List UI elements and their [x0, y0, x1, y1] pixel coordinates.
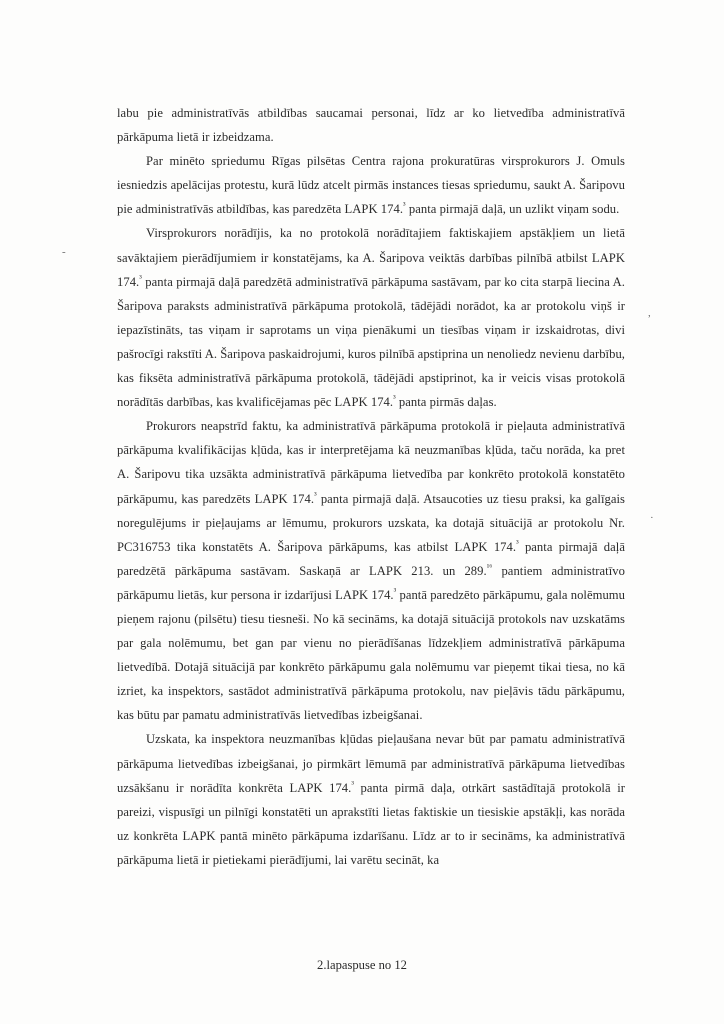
paragraph: Uzskata, ka inspektora neuzmanības kļūdas pieļaušana nevar būt par pamatu administratīvā pārkāpuma lietvedības izbeigšanai, jo pirmkārt lēmumā par administratīvā pārkāpuma lietvedības uzsākšanu ir norādīta konkrēta LAPK 174.$^{^3}$ panta pirmā daļa, otrkārt sastādītajā protokolā ir pareizi, vispusīgi un pilnīgi konstatēti un aprakstīti lietas faktiskie un tiesiskie apstākļi, kas norāda uz konkrēta LAPK pantā minēto pārkāpuma izdarīšanu. Līdz ar to ir secināms, ka administratīvā pārkāpuma lietā ir pietiekami pierādījumi, lai varētu secināt, ka	[117, 732, 625, 867]
paragraph: labu pie administratīvās atbildības saucamai personai, līdz ar ko lietvedība administratīvā pārkāpuma lietā ir izbeidzama.	[117, 106, 625, 145]
scan-artifact-mark: ,	[648, 307, 651, 319]
paragraph: Prokurors neapstrīd faktu, ka administratīvā pārkāpuma protokolā ir pieļauta administratīvā pārkāpuma kvalifikācijas kļūda, kas ir interpretējama kā neuzmanības kļūda, taču norāda, ka pret A. Šaripovu tika uzsākta administratīvā pārkāpuma lietvedība par konkrēto protokolā konstatēto pārkāpumu, kas paredzēts LAPK 174.$^{^3}$ panta pirmajā daļā. Atsaucoties uz tiesu praksi, ka galīgais noregulējums ir pieļaujams ar lēmumu, prokurors uzskata, ka dotajā situācijā ar protokolu Nr. PC316753 tika konstatēts A. Šaripova pārkāpums, kas atbilst LAPK 174.$^{^3}$ panta pirmajā daļā paredzētā pārkāpuma sastāvam. Saskaņā ar LAPK 213. un 289.$^{^{16}}$ pantiem administratīvo pārkāpumu lietās, kur persona ir izdarījusi LAPK 174.$^{^3}$ pantā paredzēto pārkāpumu, gala nolēmumu pieņem rajonu (pilsētu) tiesu tiesneši. No kā secināms, ka dotajā situācijā protokols nav uzskatāms par gala nolēmumu, bet gan par vienu no pierādīšanas līdzekļiem administratīvā pārkāpuma lietvedībā. Dotajā situācijā par konkrēto pārkāpumu gala nolēmumu var pieņemt tikai tiesa, no kā izriet, ka inspektors, sastādot administratīvā pārkāpuma protokolu, nav pieļāvis tādu pārkāpumu, kas būtu par pamatu administratīvās lietvedības izbeigšanai.	[117, 419, 625, 723]
scan-artifact-mark: ·	[650, 512, 654, 524]
body-text	[117, 101, 625, 872]
paragraph: Virsprokurors norādījis, ka no protokolā norādītajiem faktiskajiem apstākļiem un lietā savāktajiem pierādījumiem ir konstatējams, ka A. Šaripova veiktās darbības pilnībā atbilst LAPK 174.$^{^3}$ panta pirmajā daļā paredzētā administratīvā pārkāpuma sastāvam, par ko cita starpā liecina A. Šaripova paraksts administratīvā pārkāpuma protokolā, tādējādi norādot, ka ar protokolu viņš ir iepazīstināts, tas viņam ir saprotams un viņa pienākumi un tiesības viņam ir izskaidrotas, divi pašrocīgi rakstīti A. Šaripova paskaidrojumi, kuros pilnībā apstiprina un nenoliedz nevienu darbību, kas fiksēta administratīvā pārkāpuma protokolā, tādējādi apstiprinot, ka ir veicis visas protokolā norādītās darbības, kas kvalificējamas pēc LAPK 174.$^{^3}$ panta pirmās daļas.	[117, 226, 625, 410]
paragraph: Par minēto spriedumu Rīgas pilsētas Centra rajona prokuratūras virsprokurors J. Omuls iesniedzis apelācijas protestu, kurā lūdz atcelt pirmās instances tiesas spriedumu, saukt A. Šaripovu pie administratīvās atbildības, kas paredzēta LAPK 174.$^{^3}$ panta pirmajā daļā, un uzlikt viņam sodu.	[117, 154, 625, 217]
scan-artifact-mark: -	[62, 246, 66, 258]
page-number: 2.lapaspuse no 12	[317, 958, 407, 972]
